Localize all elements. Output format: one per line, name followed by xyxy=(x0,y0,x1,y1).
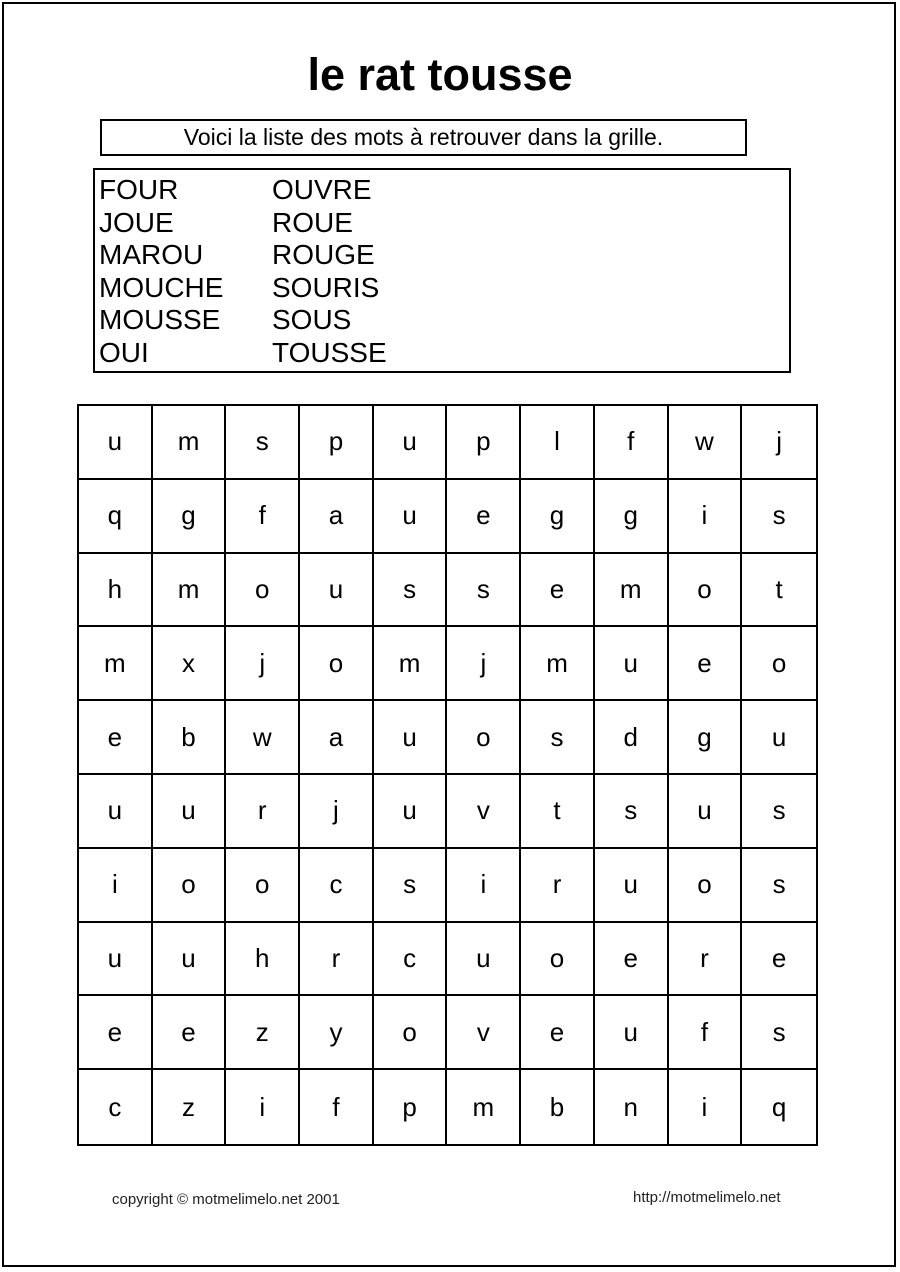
grid-cell: s xyxy=(742,849,816,923)
grid-cell: x xyxy=(153,627,227,701)
word-item: SOUS xyxy=(272,304,352,335)
grid-cell: r xyxy=(669,923,743,997)
grid-cell: t xyxy=(521,775,595,849)
grid-cell: p xyxy=(447,406,521,480)
grid-cell: m xyxy=(153,406,227,480)
grid-cell: e xyxy=(521,554,595,628)
grid-cell: r xyxy=(521,849,595,923)
grid-cell: m xyxy=(374,627,448,701)
website-url-text: http://motmelimelo.net xyxy=(633,1189,781,1206)
grid-cell: h xyxy=(79,554,153,628)
grid-cell: u xyxy=(300,554,374,628)
grid-cell: u xyxy=(374,775,448,849)
grid-cell: o xyxy=(669,554,743,628)
grid-cell: g xyxy=(521,480,595,554)
grid-cell: o xyxy=(226,849,300,923)
grid-cell: o xyxy=(521,923,595,997)
grid-cell: f xyxy=(226,480,300,554)
grid-cell: t xyxy=(742,554,816,628)
instruction-box xyxy=(100,119,747,156)
grid-cell: h xyxy=(226,923,300,997)
grid-cell: q xyxy=(771,1091,787,1122)
letter-grid xyxy=(77,404,818,1146)
grid-cell: s xyxy=(742,996,816,1070)
grid-cell: o xyxy=(447,701,521,775)
grid-cell: r xyxy=(226,775,300,849)
grid-cell: p xyxy=(374,1070,448,1144)
grid-cell: g xyxy=(669,701,743,775)
grid-cell: a xyxy=(300,480,374,554)
grid-cell: e xyxy=(669,627,743,701)
word-item: ROUGE xyxy=(272,239,375,270)
word-item: FOUR xyxy=(99,174,179,205)
grid-cell: e xyxy=(153,996,227,1070)
word-item: ROUE xyxy=(272,206,353,238)
grid-cell: j xyxy=(226,627,300,701)
grid-cell: u xyxy=(374,701,448,775)
word-item: MOUSSE xyxy=(99,304,221,335)
grid-cell: f xyxy=(595,406,669,480)
grid-cell: j xyxy=(300,775,374,849)
word-row xyxy=(99,174,789,207)
grid-cell: s xyxy=(374,554,448,628)
grid-cell: u xyxy=(669,775,743,849)
grid-cell: s xyxy=(742,480,816,554)
grid-cell: u xyxy=(79,923,153,997)
grid-cell: o xyxy=(742,627,816,701)
grid-cell: s xyxy=(226,406,300,480)
grid-cell: f xyxy=(300,1070,374,1144)
grid-cell: o xyxy=(669,849,743,923)
grid-cell: s xyxy=(595,775,669,849)
grid-cell: e xyxy=(447,480,521,554)
instruction-text: Voici la liste des mots à retrouver dans la grille. xyxy=(183,124,664,150)
grid-cell: m xyxy=(447,1070,521,1144)
grid-cell: m xyxy=(521,627,595,701)
grid-cell: b xyxy=(153,701,227,775)
grid-cell: m xyxy=(595,554,669,628)
grid-cell: o xyxy=(300,627,374,701)
word-item: TOUSSE xyxy=(272,336,387,368)
grid-cell: l xyxy=(521,406,595,480)
grid-cell: i xyxy=(669,480,743,554)
grid-cell: d xyxy=(595,701,669,775)
grid-cell: u xyxy=(595,849,669,923)
word-item: MOUCHE xyxy=(99,271,224,303)
grid-cell: i xyxy=(79,849,153,923)
grid-cell: z xyxy=(153,1070,227,1144)
grid-cell: v xyxy=(447,775,521,849)
grid-cell: e xyxy=(742,923,816,997)
grid-cell: y xyxy=(300,996,374,1070)
word-row xyxy=(99,304,789,337)
grid-cell: u xyxy=(447,923,521,997)
grid-cell: i xyxy=(226,1070,300,1144)
word-item: JOUE xyxy=(99,206,174,238)
grid-cell: q xyxy=(79,480,153,554)
grid-cell: a xyxy=(300,701,374,775)
grid-cell: u xyxy=(742,701,816,775)
word-row xyxy=(99,337,789,370)
word-row xyxy=(99,207,789,240)
grid-cell: u xyxy=(153,775,227,849)
grid-cell: f xyxy=(669,996,743,1070)
grid-cell: v xyxy=(447,996,521,1070)
word-item: SOURIS xyxy=(272,271,380,303)
word-item: MAROU xyxy=(99,239,204,270)
grid-cell: u xyxy=(79,775,153,849)
grid-cell: p xyxy=(300,406,374,480)
grid-cell: i xyxy=(447,849,521,923)
copyright-text: copyright © motmelimelo.net 2001 xyxy=(112,1191,340,1208)
grid-cell: u xyxy=(595,996,669,1070)
grid-cell: u xyxy=(153,923,227,997)
grid-cell: j xyxy=(447,627,521,701)
word-item: OUI xyxy=(99,336,149,368)
grid-cell: e xyxy=(79,701,153,775)
grid-cell: b xyxy=(521,1070,595,1144)
grid-cell: w xyxy=(669,406,743,480)
grid-cell: n xyxy=(595,1070,669,1144)
grid-cell: r xyxy=(300,923,374,997)
grid-cell: m xyxy=(79,627,153,701)
grid-cell: g xyxy=(153,480,227,554)
grid-cell: j xyxy=(742,406,816,480)
word-row xyxy=(99,272,789,305)
word-row xyxy=(99,239,789,272)
grid-cell: c xyxy=(374,923,448,997)
grid-cell: s xyxy=(742,775,816,849)
grid-cell: o xyxy=(374,996,448,1070)
grid-cell: c xyxy=(300,849,374,923)
grid-cell: m xyxy=(153,554,227,628)
grid-cell: s xyxy=(447,554,521,628)
grid-cell: c xyxy=(79,1070,153,1144)
word-item: OUVRE xyxy=(272,174,372,205)
grid-cell: o xyxy=(226,554,300,628)
grid-cell: e xyxy=(521,996,595,1070)
grid-cell: o xyxy=(153,849,227,923)
grid-cell: e xyxy=(79,996,153,1070)
page-title: le rat tousse xyxy=(307,49,573,100)
grid-cell: s xyxy=(374,849,448,923)
grid-cell: s xyxy=(521,701,595,775)
grid-cell: z xyxy=(226,996,300,1070)
grid-cell: u xyxy=(595,627,669,701)
grid-cell: u xyxy=(374,480,448,554)
grid-cell: w xyxy=(226,701,300,775)
grid-cell: u xyxy=(79,406,153,480)
word-list xyxy=(93,168,791,373)
grid-cell: e xyxy=(595,923,669,997)
grid-cell: u xyxy=(374,406,448,480)
grid-cell: i xyxy=(669,1070,743,1144)
grid-cell: g xyxy=(595,480,669,554)
